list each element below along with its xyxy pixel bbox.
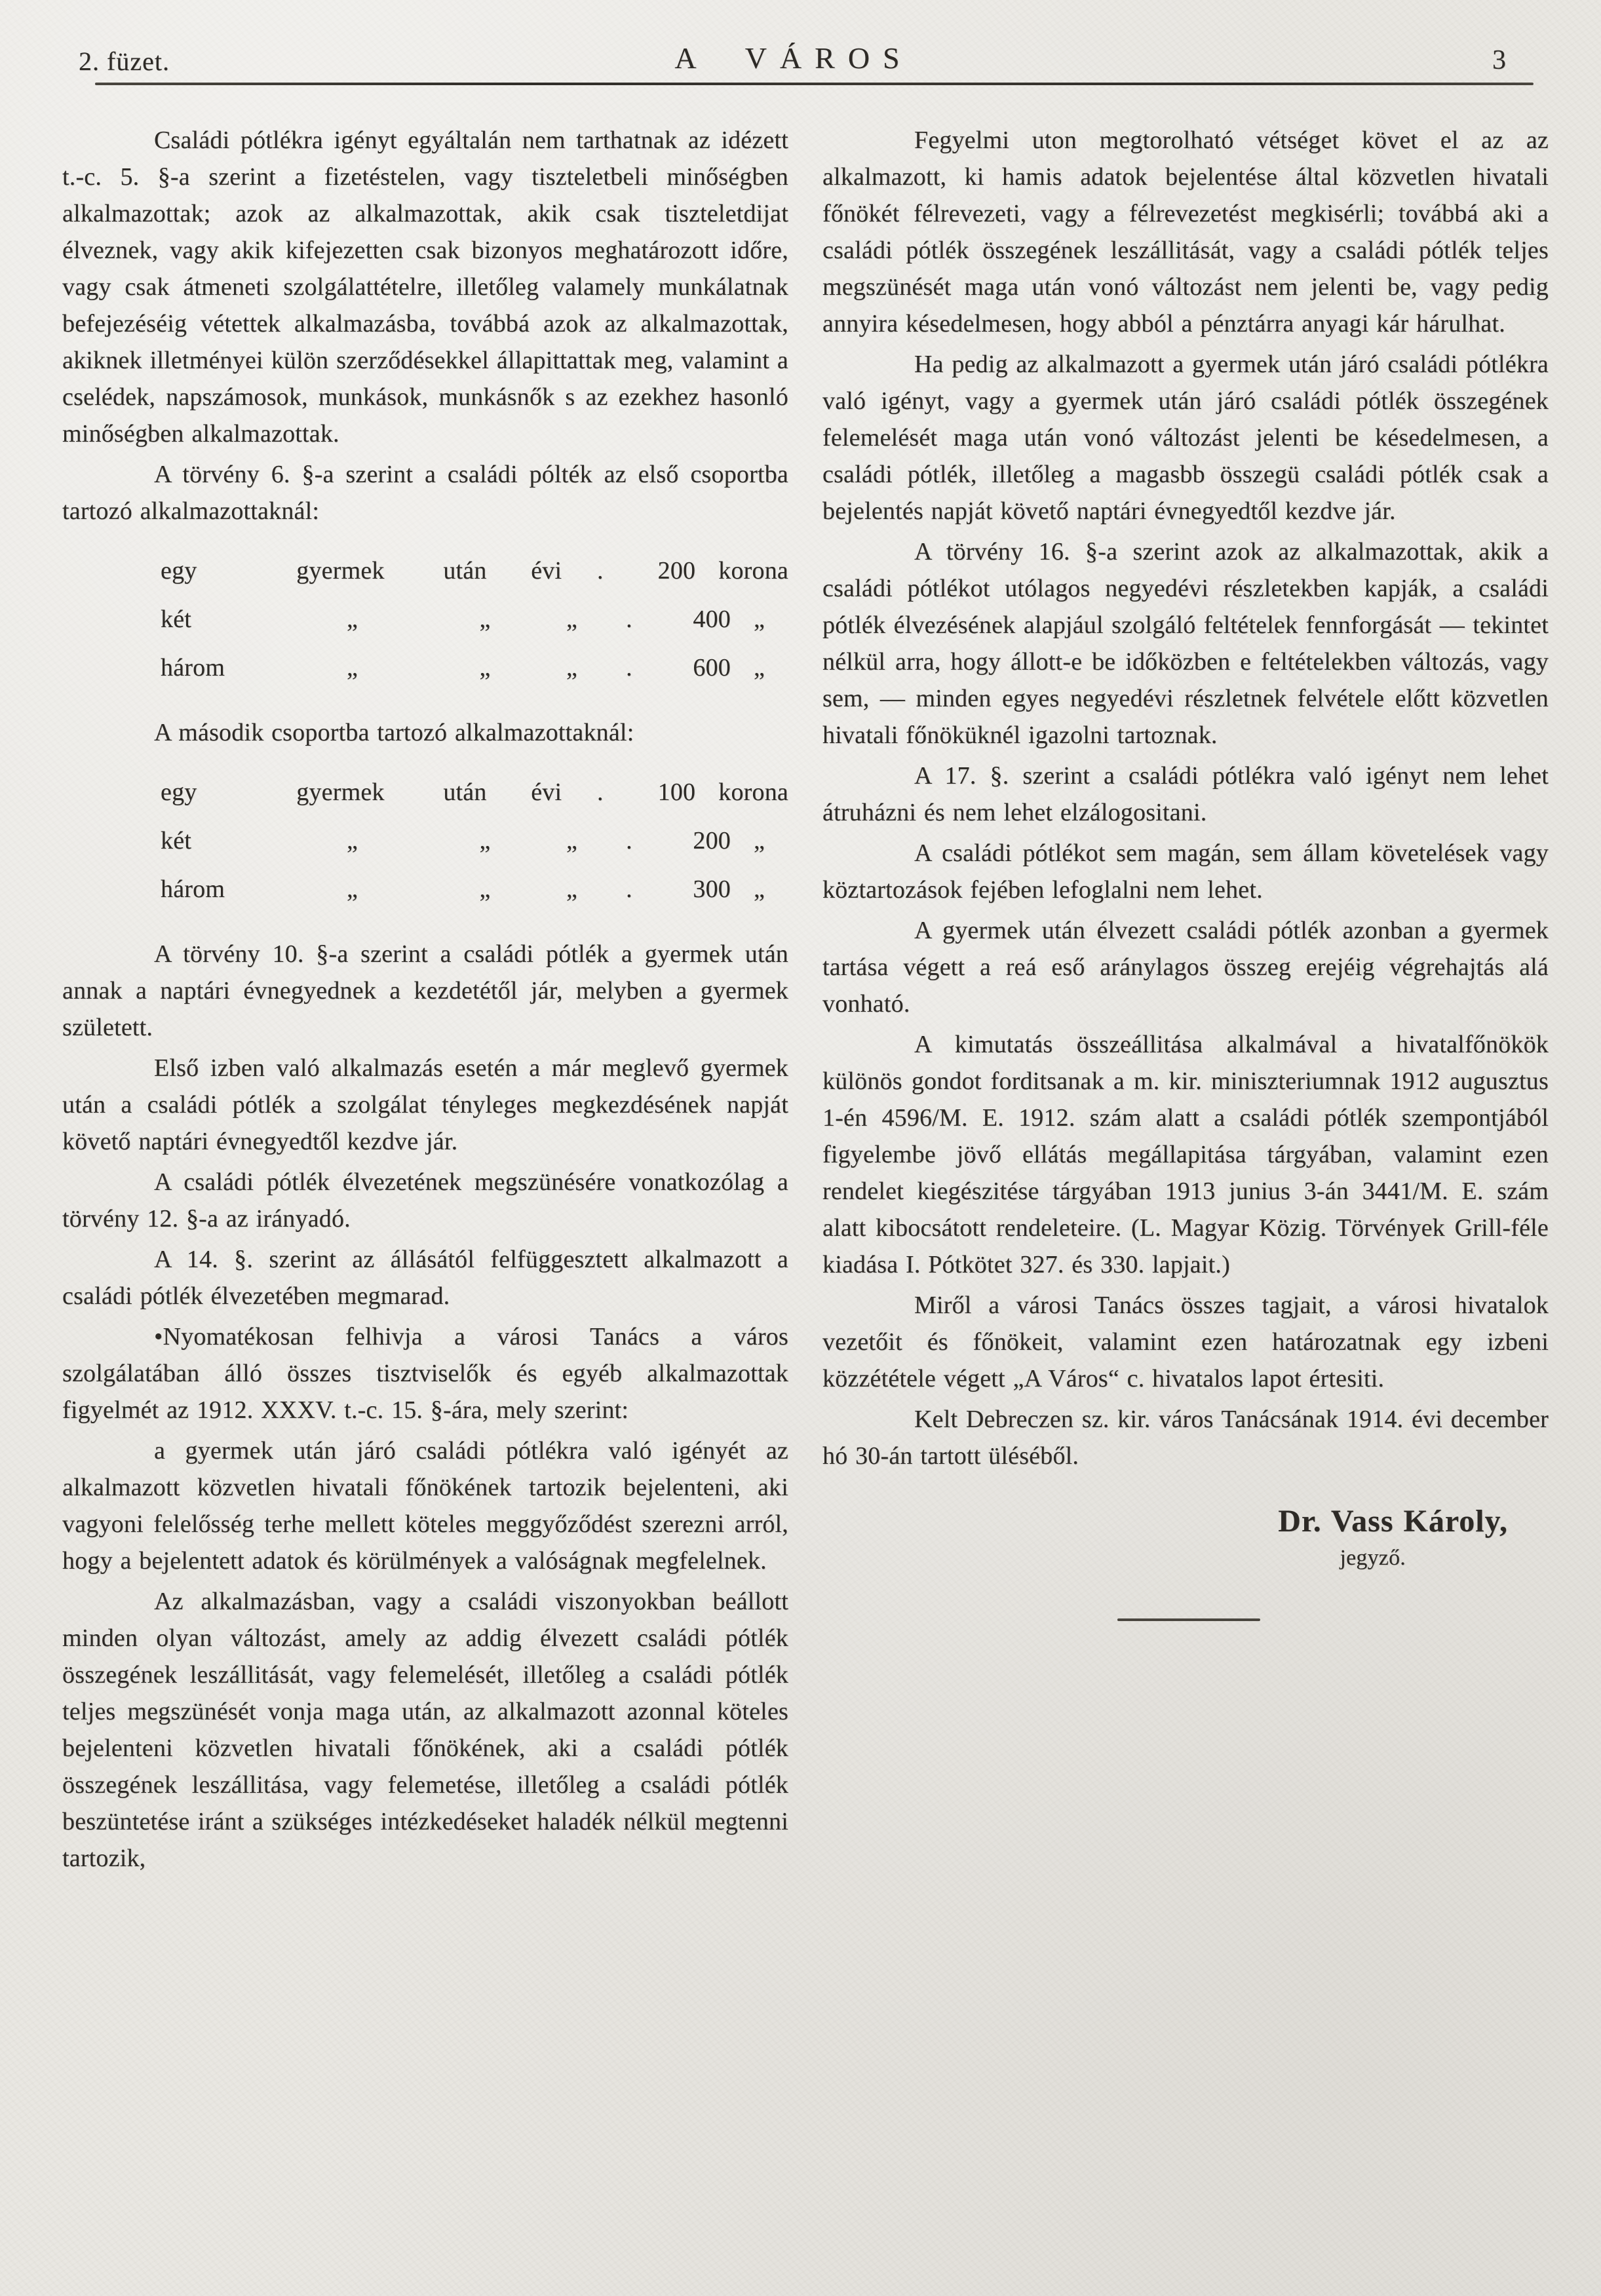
- body-columns: [62, 122, 1549, 1881]
- table-cell: gyermek: [296, 557, 385, 584]
- paragraph-law16: A törvény 16. §-a szerint azok az alkalmazottak, akik a családi pótlékot utólagos negyedévi részletekben kapják, a családi pótlék élvezésének alapjául szolgáló feltételek fennforgását — tekintet nélkül arra, hogy állott-e be időközben e feltételekben változás, vagy sem, — minden egyes negyedévi részletnek felvétele előtt közvetlen hivatali főnöküknél igazolni tartoznak.: [822, 538, 1549, 749]
- paragraph-cessation: A családi pótlék élvezetének megszünésére vonatkozólag a törvény 12. §-a az irányadó.: [62, 1168, 788, 1233]
- table-cell-unit: „: [754, 827, 765, 854]
- table-row: [161, 768, 788, 816]
- paragraph-changes: Az alkalmazásban, vagy a családi viszonyokban beállott minden olyan változást, amely az addig élvezett családi pótlék összegének leszállitását, vagy felemelését, illetőleg a családi pótlék teljes megszünését vonja maga után, az alkalmazott azonnal köteles bejelenteni közvetlen hivatali főnökének, aki a családi pótlék összegének leszállitása, vagy felemetése, illetőleg a családi pótlék beszüntetése iránt a szükséges intézkedéseket haladék nélkül megtenni tartozik,: [62, 1588, 788, 1872]
- paragraph-ministry: A kimutatás összeállitása alkalmával a hivatalfőnökök különös gondot forditsanak a m. kir. miniszteriumnak 1912 augusztus 1-én 4596/M. E. 1912. szám alatt a családi pótlék szempontjából figyelembe jövő ellátás megállapitása tárgyában, valamint ezen rendelet kiegészitése tárgyában 1913 junius 3-án 3441/M. E. szám alatt kibocsátott rendeleteire. (L. Magyar Közig. Törvények Grill-féle kiadása I. Pótkötet 327. és 330. lapjait.): [822, 1031, 1549, 1278]
- signature-name: Dr. Vass Károly,: [1278, 1504, 1508, 1539]
- table-cell: „: [479, 827, 491, 854]
- table-cell: két: [161, 605, 192, 633]
- right-column: [822, 122, 1549, 1881]
- table-cell: .: [626, 654, 632, 681]
- paragraph-notify: Miről a városi Tanács összes tagjait, a városi hivatalok vezetőit és főnökeit, valamint ezen határozatnak egy izbeni közzététele végett „A Város“ c. hivatalos lapot értesiti.: [822, 1292, 1549, 1392]
- paragraph-intro: Családi pótlékra igényt egyáltalán nem tarthatnak az idézett t.-c. 5. §-a szerint a fizetéstelen, vagy tiszteletbeli minőségben alkalmazottak; azok az alkalmazottak, akik csak tiszteletdijat élveznek, vagy akik kifejezetten csak bizonyos meghatározott időre, vagy csak átmeneti szolgálattételre, illetőleg valamely munkálatnak befejezéséig vétettek alkalmazásba, továbbá azok az alkalmazottak, akiknek illetményei külön szerződésekkel állapittattak meg, valamint a cselédek, napszámosok, munkások, munkásnők s az ezekhez hasonló minőségben alkalmazottak.: [62, 126, 788, 448]
- table-cell-unit: „: [754, 875, 765, 903]
- paragraph-no-seizure: A családi pótlékot sem magán, sem állam követelések vagy köztartozások fejében lefoglalni nem lehet.: [822, 839, 1549, 904]
- table-cell-unit: „: [754, 654, 765, 681]
- table-cell: „: [566, 875, 578, 903]
- table-cell-amount: 200: [657, 557, 696, 584]
- paragraph-duty-report: a gyermek után járó családi pótlékra való igényét az alkalmazott közvetlen hivatali főnökének tartozik bejelenteni, aki vagyoni felelősség terhe mellett köteles meggyőződést szerezni arról, hogy a bejelentett adatok és körülmények a valóságnak megfelelnek.: [62, 1437, 788, 1575]
- paragraph-notice: •Nyomatékosan felhivja a városi Tanács a város szolgálatában álló összes tisztviselők és egyéb alkalmazottak figyelmét az 1912. XXXV. t.-c. 15. §-ára, mely szerint:: [62, 1323, 788, 1424]
- table-cell: „: [346, 605, 358, 633]
- table-cell: „: [566, 654, 578, 681]
- table-cell-amount: 100: [657, 778, 696, 806]
- paragraph-group2-heading: A második csoportba tartozó alkalmazottaknál:: [154, 719, 634, 746]
- table-cell: .: [626, 875, 632, 903]
- table-cell: .: [626, 827, 632, 854]
- table-cell: három: [161, 654, 225, 681]
- paragraph-law17: A 17. §. szerint a családi pótlékra való igényt nem lehet átruházni és nem lehet elzálogositani.: [822, 762, 1549, 826]
- issue-label: 2. füzet.: [79, 47, 170, 76]
- table-cell-amount: 300: [693, 875, 731, 903]
- table-cell: „: [479, 875, 491, 903]
- table-cell: két: [161, 827, 192, 854]
- table-cell: után: [443, 778, 487, 806]
- table-cell: gyermek: [296, 778, 385, 806]
- table-row: [161, 546, 788, 595]
- closing-rule: [1117, 1618, 1260, 1621]
- table-cell: .: [596, 557, 604, 584]
- table-cell: .: [626, 605, 632, 633]
- table-cell: „: [479, 605, 491, 633]
- table-cell: három: [161, 875, 225, 903]
- signature-block: [822, 1502, 1549, 1575]
- paragraph-law14: A 14. §. szerint az állásától felfüggesztett alkalmazott a családi pótlék élvezetében megmarad.: [62, 1246, 788, 1310]
- page-number: 3: [1492, 45, 1506, 75]
- left-column: [62, 122, 788, 1881]
- paragraph-late-report: Ha pedig az alkalmazott a gyermek után járó családi pótlékra való igényt, vagy a gyermek után járó családi pótlék összegének felemelését maga után vonó változást jelenti be késedelmesen, a családi pótlék, illetőleg a magasbb összegü családi pótlék csak a bejelentés napját követő naptári évnegyedtől kezdve jár.: [822, 351, 1549, 525]
- allowance-table-group1: [62, 546, 788, 692]
- table-row: [161, 643, 788, 692]
- table-cell: „: [346, 654, 358, 681]
- table-cell-unit: korona: [718, 778, 788, 806]
- signature-role: jegyző.: [1340, 1546, 1406, 1570]
- table-cell-amount: 600: [693, 654, 731, 681]
- table-cell-unit: korona: [718, 557, 788, 584]
- header-rule: [95, 83, 1533, 85]
- table-cell: évi: [531, 778, 562, 806]
- table-cell: egy: [161, 557, 197, 584]
- allowance-table-group2: [62, 768, 788, 913]
- table-cell: „: [566, 827, 578, 854]
- paragraph-law6: A törvény 6. §-a szerint a családi pólték az első csoportba tartozó alkalmazottaknál:: [62, 461, 788, 525]
- newspaper-title: A VÁROS: [674, 41, 913, 75]
- table-cell: évi: [531, 557, 562, 584]
- table-row: [161, 865, 788, 913]
- table-cell: .: [596, 778, 604, 806]
- table-cell: „: [566, 605, 578, 633]
- table-cell: egy: [161, 778, 197, 806]
- table-cell-amount: 400: [693, 605, 731, 633]
- paragraph-first-employment: Első izben való alkalmazás esetén a már meglevő gyermek után a családi pótlék a szolgálat tényleges megkezdésének napját követő naptári évnegyedtől kezdve jár.: [62, 1054, 788, 1155]
- table-row: [161, 595, 788, 643]
- table-cell: „: [479, 654, 491, 681]
- page-header: [79, 41, 1509, 80]
- table-row: [161, 816, 788, 865]
- table-cell: „: [346, 875, 358, 903]
- paragraph-date: Kelt Debreczen sz. kir. város Tanácsának 1914. évi december hó 30-án tartott üléséből.: [822, 1406, 1549, 1470]
- paragraph-disciplinary: Fegyelmi uton megtorolható vétséget követ el az az alkalmazott, ki hamis adatok bejelentése által közvetlen hivatali főnökét félrevezeti, vagy a félrevezetést megkisérli; továbbá aki a családi pótlék összegének leszállitását, vagy a családi pótlék teljes megszünését maga után vonó változást nem jelenti be, vagy pedig annyira késedelmesen, hogy abból a pénztárra anyagi kár hárulhat.: [822, 126, 1549, 337]
- table-cell: után: [443, 557, 487, 584]
- table-cell-unit: „: [754, 605, 765, 633]
- table-cell-amount: 200: [693, 827, 731, 854]
- paragraph-law10: A törvény 10. §-a szerint a családi pótlék a gyermek után annak a naptári évnegyednek a kezdetétől jár, melyben a gyermek született.: [62, 940, 788, 1041]
- paragraph-enforcement: A gyermek után élvezett családi pótlék azonban a gyermek tartása végett a reá eső aránylagos összeg erejéig végrehajtás alá vonható.: [822, 917, 1549, 1018]
- table-cell: „: [346, 827, 358, 854]
